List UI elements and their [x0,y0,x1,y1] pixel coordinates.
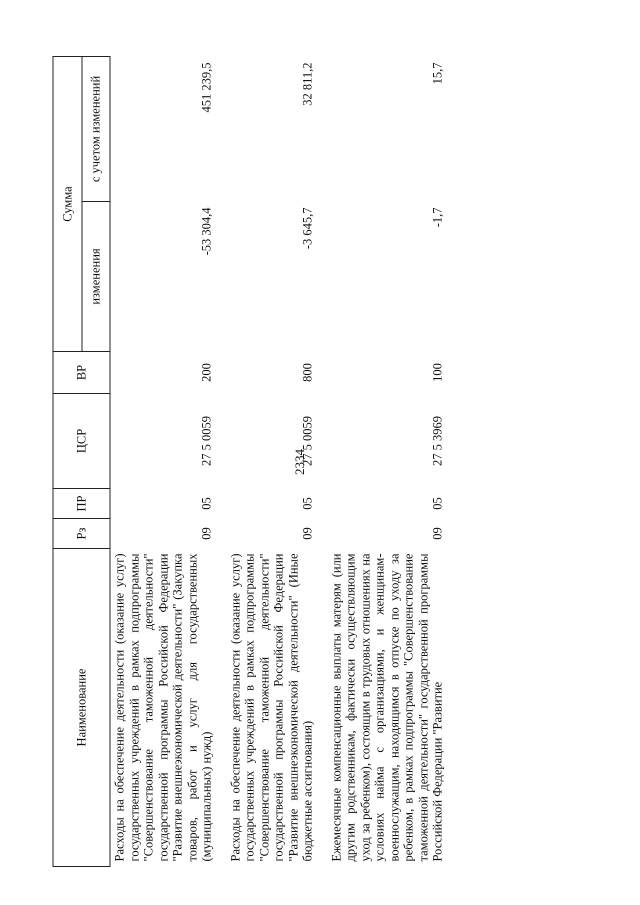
header-change: изменения [82,202,111,352]
row-name: Расходы на обеспечение деятельности (оказание услуг) государственных учреждений в рамках подпрограммы "Совершенствование таможенной деятельности" государственной программы Российской Федерации "Развитие внешнеэкономической деятельности" (Иные бюджетные ассигнования) [228,553,315,862]
row-rz: 09 [300,527,315,540]
budget-table [53,56,452,867]
table-row [321,57,451,867]
row-vr: 100 [430,363,445,382]
row-csr: 27 5 3969 [430,416,445,466]
row-rz: 09 [430,527,445,540]
header-rz: Рз [53,519,110,549]
budget-table-page [53,57,588,867]
row-with-change: 451 239,5 [199,62,214,113]
row-change: -1,7 [430,207,445,228]
row-name: Расходы на обеспечение деятельности (оказание услуг) государственных учреждений в рамках подпрограммы "Совершенствование таможенной деятельности" государственной программы Российской Федерации "Развитие внешнеэкономической деятельности" (Закупка товаров, работ и услуг для государственных (муниципальных) нужд) [112,553,214,862]
row-pr: 05 [300,497,315,510]
row-with-change: 32 811,2 [300,62,315,106]
header-with-change: с учетом изменений [82,57,111,202]
page-number: 2334 [292,449,307,475]
header-vr: ВР [53,352,110,394]
header-name: Наименование [53,549,110,867]
header-sum: Сумма [53,57,82,352]
row-csr: 27 5 0059 [199,416,214,466]
table-header [53,57,110,867]
row-rz: 09 [199,527,214,540]
table-body [110,57,451,867]
row-name: Ежемесячные компенсационные выплаты матерям (или другим родственникам, фактически осуществляющим уход за ребенком), состоящим в трудовых отношениях на условиях найма с организациями, и женщинам-военнослужащим, находящимся в отпуске по уходу за ребенком, в рамках подпрограммы "Совершенствование таможенной деятельности" государственной программы Российской Федерации "Развитие [329,553,445,862]
row-pr: 05 [430,497,445,510]
header-pr: ПР [53,489,110,519]
row-vr: 800 [300,363,315,382]
row-csr: 27 5 0059 [300,416,315,466]
row-vr: 200 [199,363,214,382]
table-row [220,57,321,867]
row-change: -3 645,7 [300,207,315,250]
header-csr: ЦСР [53,394,110,489]
row-pr: 05 [199,497,214,510]
row-with-change: 15,7 [430,62,445,85]
table-row [110,57,220,867]
row-change: -53 304,4 [199,207,214,256]
